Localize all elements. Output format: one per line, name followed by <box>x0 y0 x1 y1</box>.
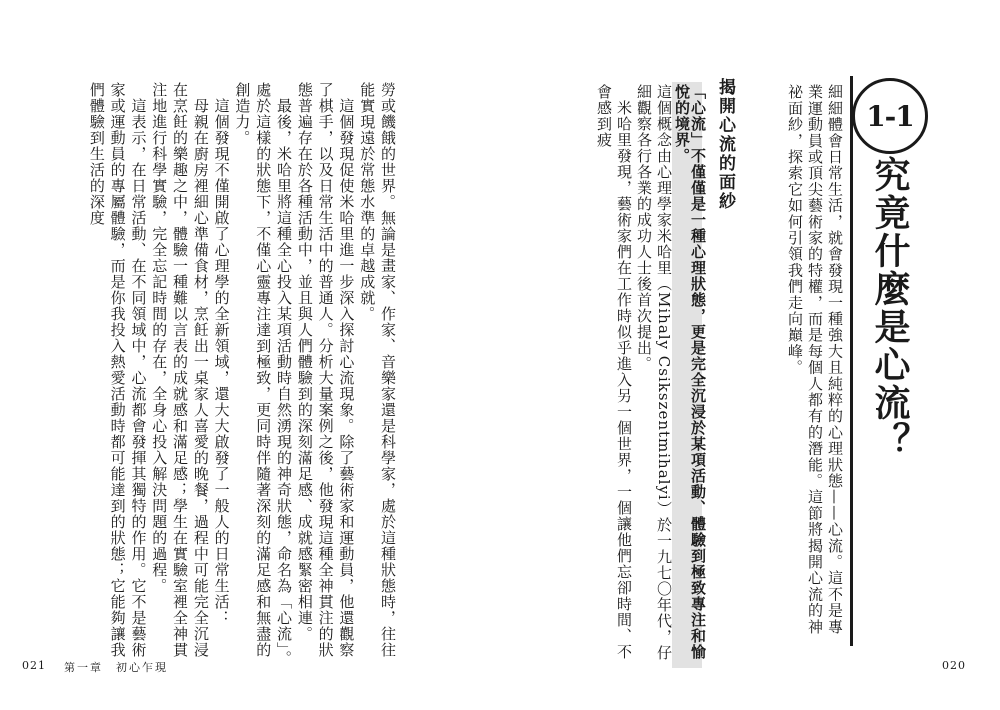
right-page-number: 020 <box>942 659 966 672</box>
left-page-number: 021 <box>22 659 46 672</box>
right-page-body: 這個概念由心理學家米哈里（Mihaly Csikszentmihalyi）於一九七〇年代，仔細觀察各行各業的成功人士後首次提出。 米哈里發現，藝術家們在工作時似乎進入另一個世界，一個讓他們忘卻時間、不會感到疲 <box>595 84 673 661</box>
intro-block <box>775 76 853 646</box>
intro-text: 細細體會日常生活，就會發現一種強大且純粹的心理狀態——心流。這不是專業運動員或頂尖藝術家的特權，而是每個人都有的潛能。這節將揭開心流的神祕面紗，探索它如何引領我們走向巔峰。 <box>786 84 844 635</box>
intro-rule <box>850 76 853 646</box>
running-head: 第一章 初心乍現 <box>64 661 168 674</box>
section-number-badge <box>852 78 928 154</box>
highlight-text: 「心流」不僅僅是一種心理狀態，更是完全沉浸於某項活動、體驗到極致專注和愉悅的境界。 <box>673 84 707 660</box>
section-number: 1-1 <box>866 99 914 133</box>
subheading: 揭開心流的面紗 <box>715 78 735 211</box>
left-page-body: 勞或饑餓的世界。無論是畫家、作家、音樂家還是科學家，處於這種狀態時，往往能實現遠於常態水準的卓越成就。 這個發現促使米哈里進一步深入探討心流現象。除了藝術家和運動員，他還觀察了棋手，以及日常生活中的普通人。分析大量案例之後，他發現這種全神貫注的狀態普遍存在於各種活動中，並且與人們體驗到的深刻滿足感、成就感緊密相連。 最後，米哈里將這種全心投入某項活動時自然湧現的神奇狀態，命名為「心流」。處於這樣的狀態下，不僅心靈專注達到極致，更同時伴隨著深刻的滿足感和無盡的創造力。 這個發現不僅開啟了心理學的全新領域，還大大啟發了一般人的日常生活： 母親在廚房裡細心準備食材，烹飪出一桌家人喜愛的晚餐，過程中可能完全沉浸在烹飪的樂趣之中，體驗一種難以言表的成就感和滿足感；學生在實驗室裡全神貫注地進行科學實驗，完全忘記時間的存在，全身心投入解決問題的過程。 這表示，在日常活動、在不同領域中，心流都會發揮其獨特的作用。它不是藝術家或運動員的專屬體驗，而是你我投入熱愛活動時都可能達到的狀態；它能夠讓我們體驗到生活的深度 <box>87 82 397 667</box>
section-title: 究竟什麼是心流？ <box>869 156 911 460</box>
